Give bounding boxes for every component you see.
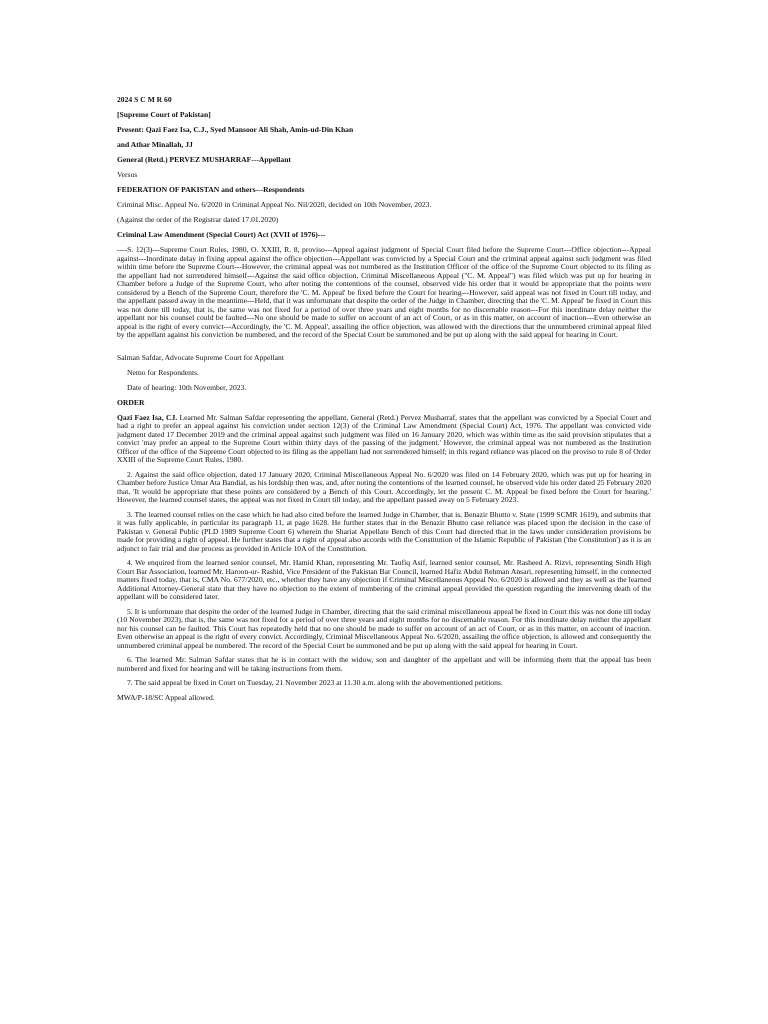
respondents-name: FEDERATION OF PAKISTAN and others---Respondents (117, 185, 305, 194)
paragraph-1-text: Learned Mr. Salman Safdar representing the appellant, General (Retd.) Pervez Musharraf, states that the appellant was convicted by a Special Court and had a right to prefer an appeal against his conviction under section 12(3) of the Criminal Law Amendment (Special Court) Act, 1976. The appellant was convicted vide judgment dated 17 December 2019 and the criminal appeal against such judgment was filed on 16 January 2020, which was within time as the said provision stipulates that a convict 'may prefer an appeal to the Supreme Court within thirty days of the passing of the judgment.' However, the criminal appeal was not numbered as the Institution Officer of the office of the Supreme Court objected to its filing as the appellant had not surrendered himself; in this regard reliance was placed on the proviso to rule 8 of Order XXIII of the Supreme Court Rules, 1980. (117, 412, 652, 464)
counsel-appellant: Salman Safdar, Advocate Supreme Court for Appellant (117, 352, 284, 362)
case-number: Criminal Misc. Appeal No. 6/2020 in Criminal Appeal No. Nil/2020, decided on 10th November, 2023. (117, 200, 432, 209)
judge-name: Qazi Faez Isa, CJ. (117, 412, 178, 422)
against-order: (Against the order of the Registrar dated 17.01.2020) (117, 215, 279, 224)
versus-label: Versus (117, 170, 138, 179)
appellant-name: General (Retd.) PERVEZ MUSHARRAF---Appellant (117, 155, 291, 164)
counsel-respondents: Nemo for Respondents. (127, 367, 199, 377)
paragraph-4: 4. We enquired from the learned senior counsel, Mr. Hamid Khan, representing Mr. Taufiq Asif, learned senior counsel, Mr. Rasheed A. Rizvi, representing Sindh High Court Bar Association, learned Mr. Haroon-ur- Rashid, Vice President of the Pakistan Bar Council, learned Hafiz Abdul Rehman Ansari, representing himself, in the connected matters fixed today, that is, CMA No. 677/2020, etc., whether they have any objection if Criminal Miscellaneous Appeal No. 6/2020 is allowed and they as well as the learned Additional Attorney-General state that they have no objection to the extent of numbering of the criminal appeal provided the question regarding the intervening death of the appellant will be considered later. (117, 558, 651, 601)
judgment-document (117, 96, 651, 709)
court-name: [Supreme Court of Pakistan] (117, 110, 211, 119)
paragraph-7: 7. The said appeal be fixed in Court on Tuesday, 21 November 2023 at 11.30 a.m. along with the abovementioned petitions. (127, 678, 503, 687)
paragraph-1 (117, 414, 651, 465)
headnote: ----S. 12(3)---Supreme Court Rules, 1980, O. XXIII, R. 8, proviso---Appeal against judgment of Special Court filed before the Supreme Court---Office objection---Appeal against---Inordinate delay in fixing appeal against the office objection---Appellant was convicted by a Special Court and the criminal appeal against such judgment was filed within time before the Supreme Court---However, the criminal appeal was not numbered as the Institution Officer of the office of the Supreme Court objected to its filing as the appellant had not surrendered himself---Against the said office objection, Criminal Miscellaneous Appeal ("C. M. Appeal") was filed which was put up for hearing in Chamber before a Judge of the Supreme Court, who after noting the contentions of the counsel, observed vide his order that it would be appropriate that the points were considered by a Bench of the Supreme Court, therefore the 'C. M. Appeal' be fixed before the Court for hearing---However, said appeal was not fixed in Court till today, and the appellant passed away in the meantime---Held, that it was unfortunate that despite the order of the Judge in Chamber, directing that the 'C. M. Appeal' be fixed in Court this was not done till today, that is, the same was not fixed for a period of over three years and eight months for no discernable reason---For this inordinate delay neither the appellant nor his counsel could be faulted---No one should be made to suffer on account of an act of Court, or as in this matter, on account of inaction---Even otherwise an appeal is the right of every convict---Accordingly, the 'C. M. Appeal', assailing the office objection, was allowed with the directions that the unnumbered criminal appeal filed by the appellant against his conviction be numbered, and the record of the Special Court be summoned and be put up along with the said appeal for hearing in Court. (117, 245, 651, 339)
paragraph-5: 5. It is unfortunate that despite the order of the learned Judge in Chamber, directing that the said criminal miscellaneous appeal be fixed in Court this was not done till today (10 November 2023), that is, the same was not fixed for a period of over three years and eight months for no discernable reason. For this inordinate delay neither the appellant nor his counsel can be faulted. This Court has repeatedly held that no one should be made to suffer on account of an act of Court, or as in this matter, on account of inaction. Even otherwise an appeal is the right of every convict. Accordingly, Criminal Miscellaneous Appeal No. 6/2020, assailing the office objection, is allowed and consequently the unnumbered criminal appeal be numbered. The record of the Special Court be summoned and be put up along with the said appeal for hearing in Court. (117, 606, 651, 650)
order-heading: ORDER (117, 397, 145, 407)
hearing-date: Date of hearing: 10th November, 2023. (127, 382, 247, 392)
citation: 2024 S C M R 60 (117, 95, 172, 104)
paragraph-6: 6. The learned Mr. Salman Safdar states that he is in contact with the widow, son and daughter of the appellant and will be informing them that the appeal has been numbered and fixed for hearing and will be taking instructions from them. (117, 655, 651, 673)
bench-line-1: Present: Qazi Faez Isa, C.J., Syed Mansoor Ali Shah, Amin-ud-Din Khan (117, 125, 354, 134)
footer-note: MWA/P-18/SC Appeal allowed. (117, 692, 215, 702)
bench-line-2: and Athar Minallah, JJ (117, 140, 193, 149)
paragraph-2: 2. Against the said office objection, dated 17 January 2020, Criminal Miscellaneous Appeal No. 6/2020 was filed on 14 February 2020, which was put up for hearing in Chamber before Justice Umar Ata Bandial, as his lordship then was, and, after noting the contentions of the learned counsel, he observed vide his order dated 25 February 2020 that, 'It would be appropriate that these points are considered by a Bench of this Court. Accordingly, let the present C. M. Appeal be fixed before the Court for hearing.' However, the learned counsel states, the appeal was not fixed in Court till today, and the appellant passed away on 5 February 2023. (117, 469, 651, 504)
paragraph-3: 3. The learned counsel relies on the case which he had also cited before the learned Judge in Chamber, that is, Benazir Bhutto v. State (1999 SCMR 1619), and submits that it was fully applicable, in particular its paragraph 11, at page 1628. He further states that in the Benazir Bhutto case reliance was placed upon the decision in the case of Pakistan v. General Public (PLD 1989 Supreme Court 6) wherein the Shariat Appellate Bench of this Court had directed that in the laws under consideration provisions be made for providing a right of appeal. He further states that a right of appeal also accords with the Constitution of the Islamic Republic of Pakistan ('the Constitution') as it is an adjunct to fair trial and due process as provided in Article 10A of the Constitution. (117, 509, 651, 553)
statute-heading: Criminal Law Amendment (Special Court) Act (XVII of 1976)--- (117, 230, 326, 239)
